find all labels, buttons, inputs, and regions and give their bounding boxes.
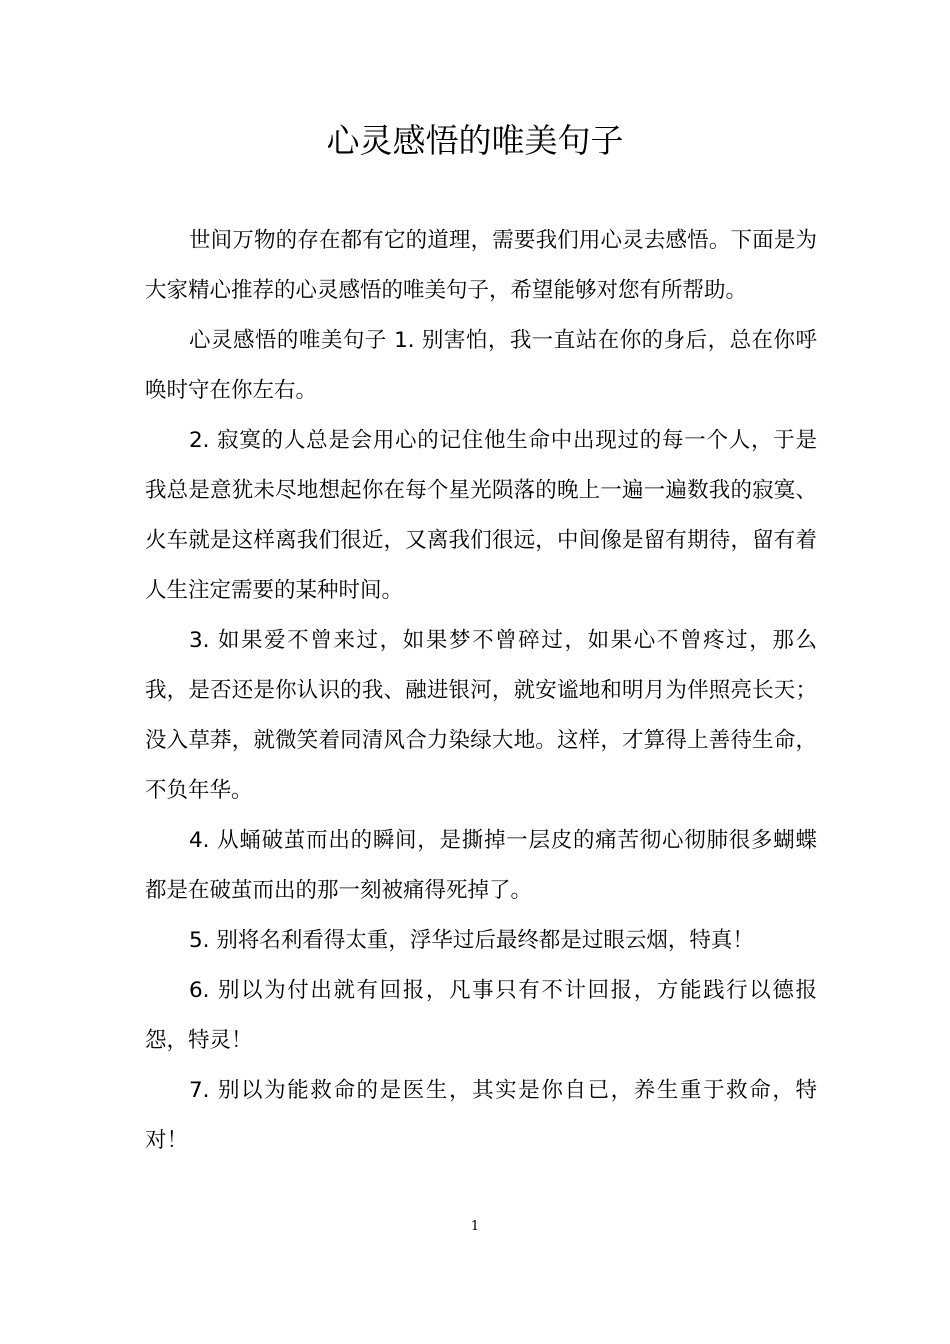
paragraph-item-7: 7. 别以为能救命的是医生，其实是你自已，养生重于救命，特对！: [145, 1078, 817, 1153]
paragraph-item-3: 3. 如果爱不曾来过，如果梦不曾碎过，如果心不曾疼过，那么我，是否还是你认识的我、融进银河，就安谧地和明月为伴照亮长天；没入草莽，就微笑着同清风合力染绿大地。这样，才算得上善待生命，不负年华。: [145, 628, 817, 803]
paragraph-intro: 世间万物的存在都有它的道理，需要我们用心灵去感悟。下面是为大家精心推荐的心灵感悟的唯美句子，希望能够对您有所帮助。: [145, 228, 817, 303]
paragraph-item-2: 2. 寂寞的人总是会用心的记住他生命中出现过的每一个人，于是我总是意犹未尽地想起你在每个星光陨落的晚上一遍一遍数我的寂寞、火车就是这样离我们很近，又离我们很远，中间像是留有期待，留有着人生注定需要的某种时间。: [145, 428, 817, 603]
document-title: 心灵感悟的唯美句子: [326, 121, 624, 161]
page-number: 1: [470, 1219, 480, 1234]
paragraph-item-5: 5. 别将名利看得太重，浮华过后最终都是过眼云烟，特真！: [189, 928, 754, 953]
paragraph-item-4: 4. 从蛹破茧而出的瞬间，是撕掉一层皮的痛苦彻心彻肺很多蝴蝶都是在破茧而出的那一刻被痛得死掉了。: [145, 828, 817, 903]
paragraph-item-6: 6. 别以为付出就有回报，凡事只有不计回报，方能践行以德报怨，特灵！: [145, 978, 817, 1053]
paragraph-item-1: 心灵感悟的唯美句子 1. 别害怕，我一直站在你的身后，总在你呼唤时守在你左右。: [145, 328, 817, 403]
document-body: [145, 216, 817, 1166]
